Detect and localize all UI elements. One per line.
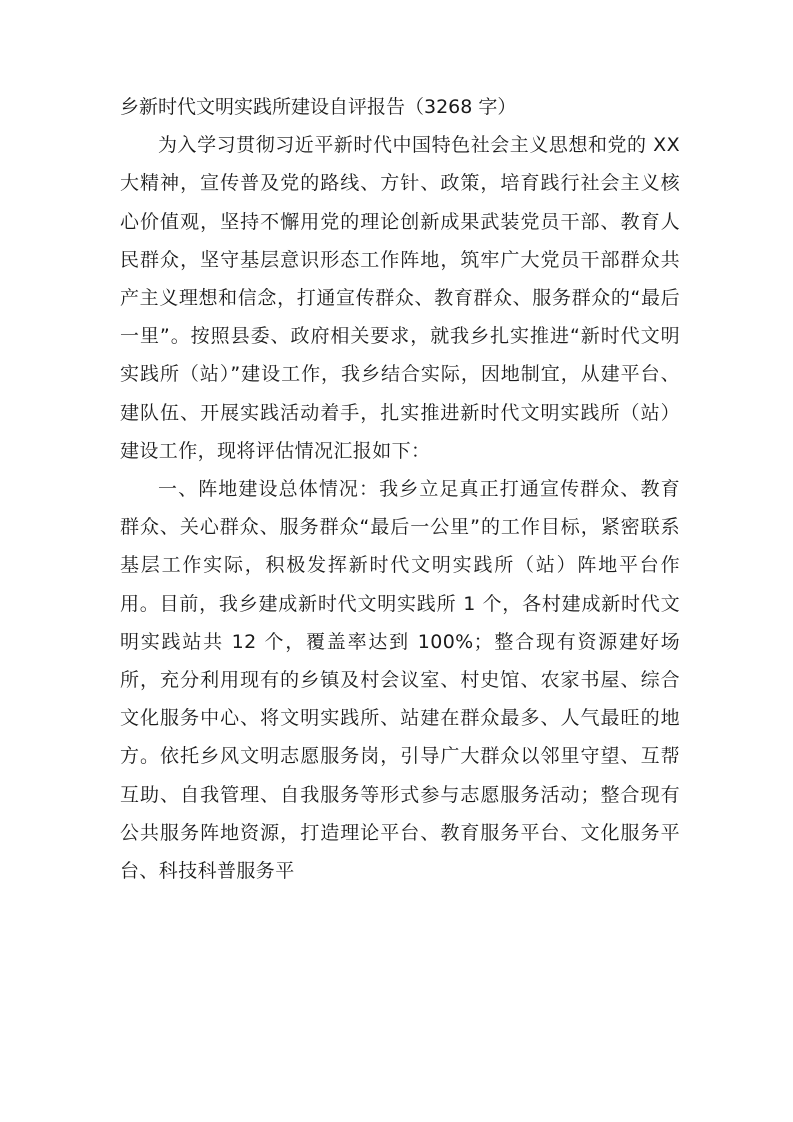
document-title: 乡新时代文明实践所建设自评报告（3268 字） [120,96,517,118]
paragraph-intro: 为入学习贯彻习近平新时代中国特色社会主义思想和党的 XX 大精神，宣传普及党的路线、方针、政策，培育践行社会主义核心价值观，坚持不懈用党的理论创新成果武装党员干部、教育人民群众，坚守基层意识形态工作阵地，筑牢广大党员干部群众共产主义理想和信念，打通宣传群众、教育群众、服务群众的“最后一里”。按照县委、政府相关要求，就我乡扎实推进“新时代文明实践所（站）”建设工作，我乡结合实际，因地制宜，从建平台、建队伍、开展实践活动着手，扎实推进新时代文明实践所（站）建设工作，现将评估情况汇报如下： [120,134,680,462]
paragraph-section-one: 一、阵地建设总体情况：我乡立足真正打通宣传群众、教育群众、关心群众、服务群众“最后一公里”的工作目标，紧密联系基层工作实际，积极发挥新时代文明实践所（站）阵地平台作用。目前，我乡建成新时代文明实践所 1 个，各村建成新时代文明实践站共 12 个，覆盖率达到 100%；整合现有资源建好场所，充分利用现有的乡镇及村会议室、村史馆、农家书屋、综合文化服务中心、将文明实践所、站建在群众最多、人气最旺的地方。依托乡风文明志愿服务岗，引导广大群众以邻里守望、互帮互助、自我管理、自我服务等形式参与志愿服务活动；整合现有公共服务阵地资源，打造理论平台、教育服务平台、文化服务平台、科技科普服务平 [120,478,680,883]
document-body [120,88,680,890]
